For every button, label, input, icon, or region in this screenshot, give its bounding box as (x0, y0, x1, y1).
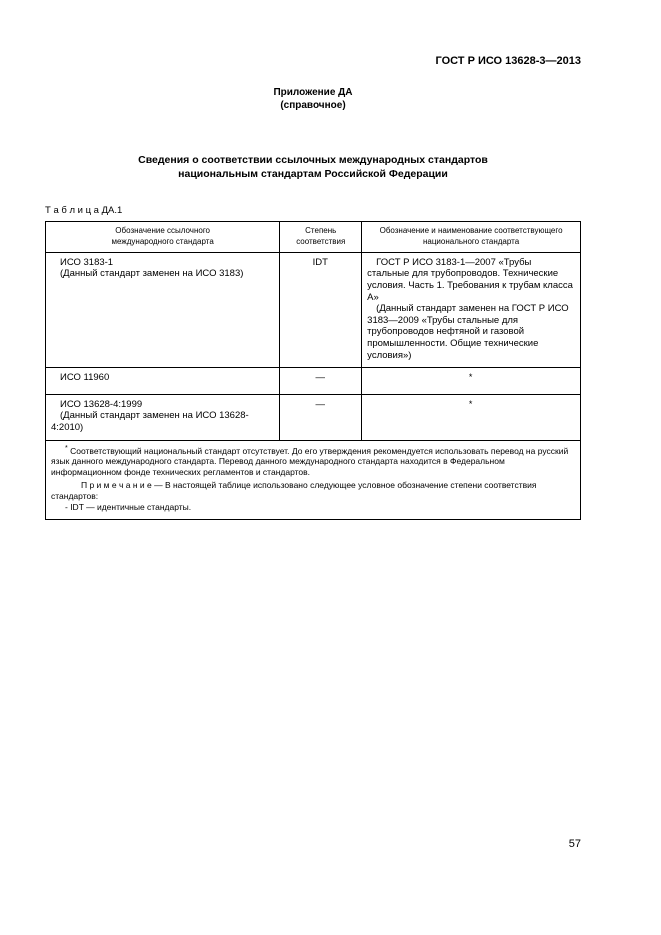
cell-degree: IDT (280, 252, 362, 367)
table-footnote (46, 440, 581, 519)
cell-national-standard (362, 368, 581, 395)
column-header-degree-label: Степень соответствия (296, 226, 346, 247)
cell-text: ИСО 3183-1 (60, 256, 114, 268)
cell-text: (Данный стандарт заменен на ИСО 3183) (60, 268, 244, 280)
cell-degree: — (280, 368, 362, 395)
cell-text: ИСО 13628-4:1999 (60, 398, 143, 410)
table-row (46, 394, 581, 440)
cell-text: (Данный стандарт заменен на ИСО 13628-4:2010) (51, 410, 249, 433)
column-header-reference-standard (46, 222, 280, 253)
table-row (46, 252, 581, 367)
page-number: 57 (568, 838, 581, 850)
cell-reference-standard (46, 368, 280, 395)
footnote-marker: * (468, 398, 473, 409)
footnote-body: Соответствующий национальный стандарт отсутствует. До его утверждения рекомендуется использовать перевод на русский язык данного международного стандарта. Перевод данного международного стандарта находится в Федеральном информационном фонде технических регламентов и стандартов. (51, 445, 569, 478)
standards-correspondence-table (45, 221, 581, 519)
appendix-heading (45, 87, 581, 112)
cell-text: ИСО 11960 (60, 372, 110, 384)
footnote-marker: * (468, 372, 473, 383)
footnote-note: П р и м е ч а н и е — В настоящей таблице использовано следующее условное обозначение степени соответствия стандартов: (51, 479, 537, 501)
footnote-text (51, 444, 575, 479)
footnote-marker: * (65, 443, 68, 452)
appendix-subtitle: (справочное) (280, 99, 346, 111)
table-header-row (46, 222, 581, 253)
column-header-degree (280, 222, 362, 253)
column-header-national-standard (362, 222, 581, 253)
table-footnote-row (46, 440, 581, 519)
column-header-reference-standard-label: Обозначение ссылочного международного стандарта (111, 226, 214, 247)
table-row (46, 368, 581, 395)
section-title-line2: национальным стандартам Российской Федерации (178, 167, 448, 180)
cell-reference-standard (46, 252, 280, 367)
section-title (45, 154, 581, 181)
cell-text: ГОСТ Р ИСО 3183-1—2007 «Трубы стальные для трубопроводов. Технические условия. Часть 1. Требования к трубам класса А» (367, 256, 573, 303)
section-title-line1: Сведения о соответствии ссылочных международных стандартов (138, 154, 488, 166)
cell-national-standard (362, 394, 581, 440)
column-header-national-standard-label: Обозначение и наименование соответствующего национального стандарта (379, 226, 563, 247)
cell-text: (Данный стандарт заменен на ГОСТ Р ИСО 3183—2009 «Трубы стальные для трубопроводов нефтяной и газовой промышленности. Общие технические условия») (367, 303, 569, 361)
footnote-legend: - IDT — идентичные стандарты. (65, 501, 192, 512)
cell-degree: — (280, 394, 362, 440)
table-caption: Т а б л и ц а ДА.1 (45, 205, 123, 217)
cell-national-standard (362, 252, 581, 367)
document-code: ГОСТ Р ИСО 13628-3—2013 (435, 55, 581, 67)
appendix-title: Приложение ДА (273, 87, 353, 98)
cell-reference-standard (46, 394, 280, 440)
